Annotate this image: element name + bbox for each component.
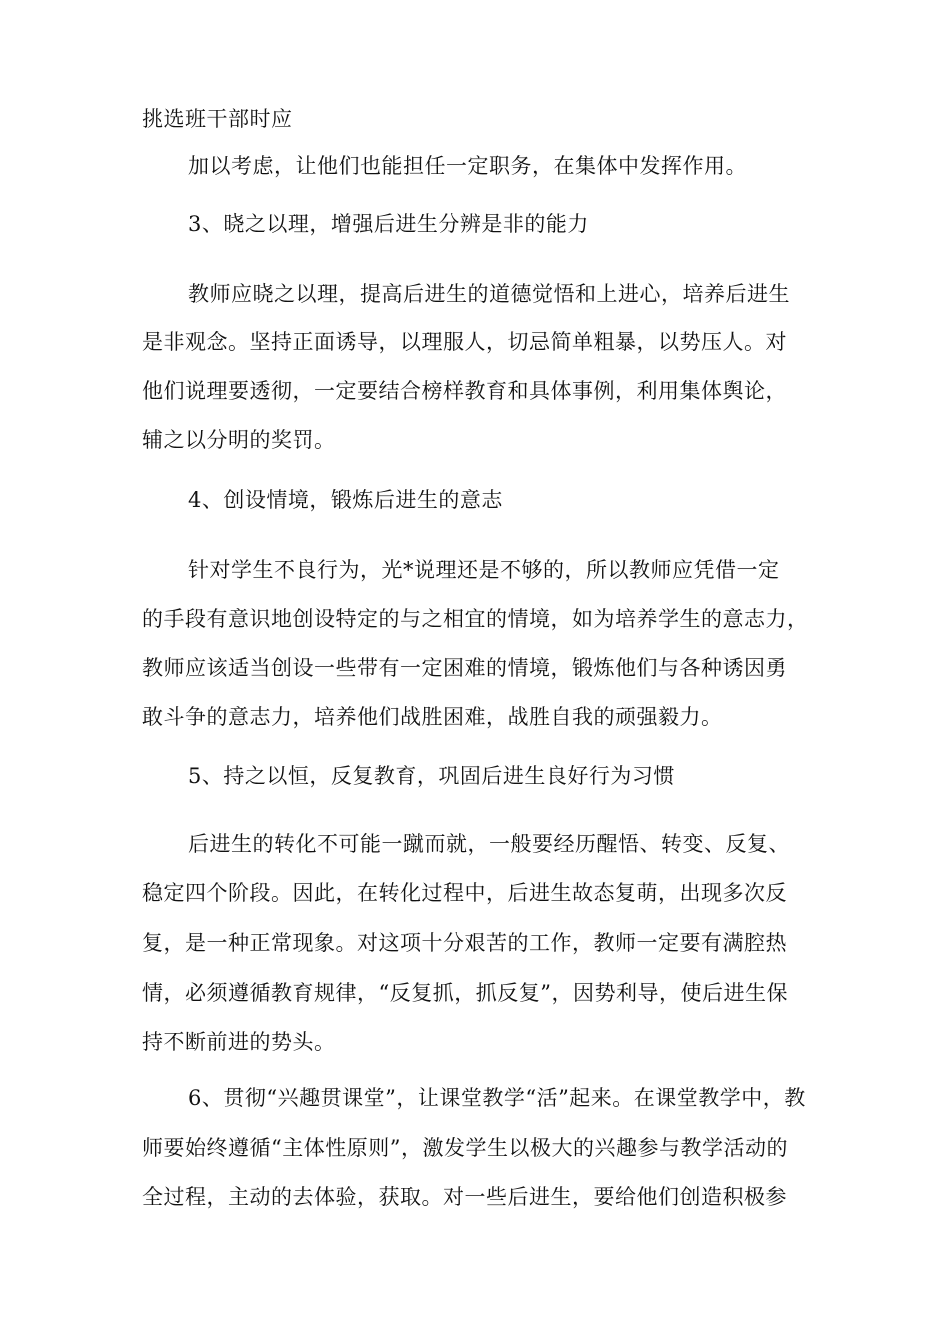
- text-line: 复，是一种正常现象。对这项十分艰苦的工作，教师一定要有满腔热: [142, 931, 787, 955]
- text-line: 师要始终遵循“主体性原则”，激发学生以极大的兴趣参与教学活动的: [142, 1136, 788, 1160]
- text-line: 稳定四个阶段。因此，在转化过程中，后进生故态复萌，出现多次反: [142, 881, 787, 905]
- text-line: 他们说理要透彻，一定要结合榜样教育和具体事例，利用集体舆论，: [142, 379, 787, 403]
- text-line: 教师应该适当创设一些带有一定困难的情境，锻炼他们与各种诱因勇: [142, 656, 787, 680]
- text-line: 敢斗争的意志力，培养他们战胜困难，战胜自我的顽强毅力。: [142, 705, 723, 729]
- text-line: 辅之以分明的奖罚。: [142, 428, 336, 452]
- section-heading: 4、创设情境，锻炼后进生的意志: [188, 488, 503, 512]
- section-heading: 6、贯彻“兴趣贯课堂”，让课堂教学“活”起来。在课堂教学中，教: [188, 1086, 806, 1110]
- section-heading: 5、持之以恒，反复教育，巩固后进生良好行为习惯: [188, 764, 675, 788]
- text-line: 情，必须遵循教育规律，“反复抓，抓反复”，因势利导，使后进生保: [142, 981, 788, 1005]
- text-line: 后进生的转化不可能一蹴而就，一般要经历醒悟、转变、反复、: [188, 832, 790, 856]
- text-line: 全过程，主动的去体验，获取。对一些后进生，要给他们创造积极参: [142, 1185, 787, 1209]
- text-line: 持不断前进的势头。: [142, 1030, 336, 1054]
- text-line: 教师应晓之以理，提高后进生的道德觉悟和上进心，培养后进生: [188, 282, 790, 306]
- section-heading: 3、晓之以理，增强后进生分辨是非的能力: [188, 212, 589, 236]
- text-line: 加以考虑，让他们也能担任一定职务，在集体中发挥作用。: [188, 154, 747, 178]
- text-line: 针对学生不良行为，光*说理还是不够的，所以教师应凭借一定: [188, 558, 780, 582]
- text-line: 的手段有意识地创设特定的与之相宜的情境，如为培养学生的意志力，: [142, 607, 809, 631]
- text-line: 是非观念。坚持正面诱导，以理服人，切忌简单粗暴，以势压人。对: [142, 330, 787, 354]
- text-line: 挑选班干部时应: [142, 107, 293, 131]
